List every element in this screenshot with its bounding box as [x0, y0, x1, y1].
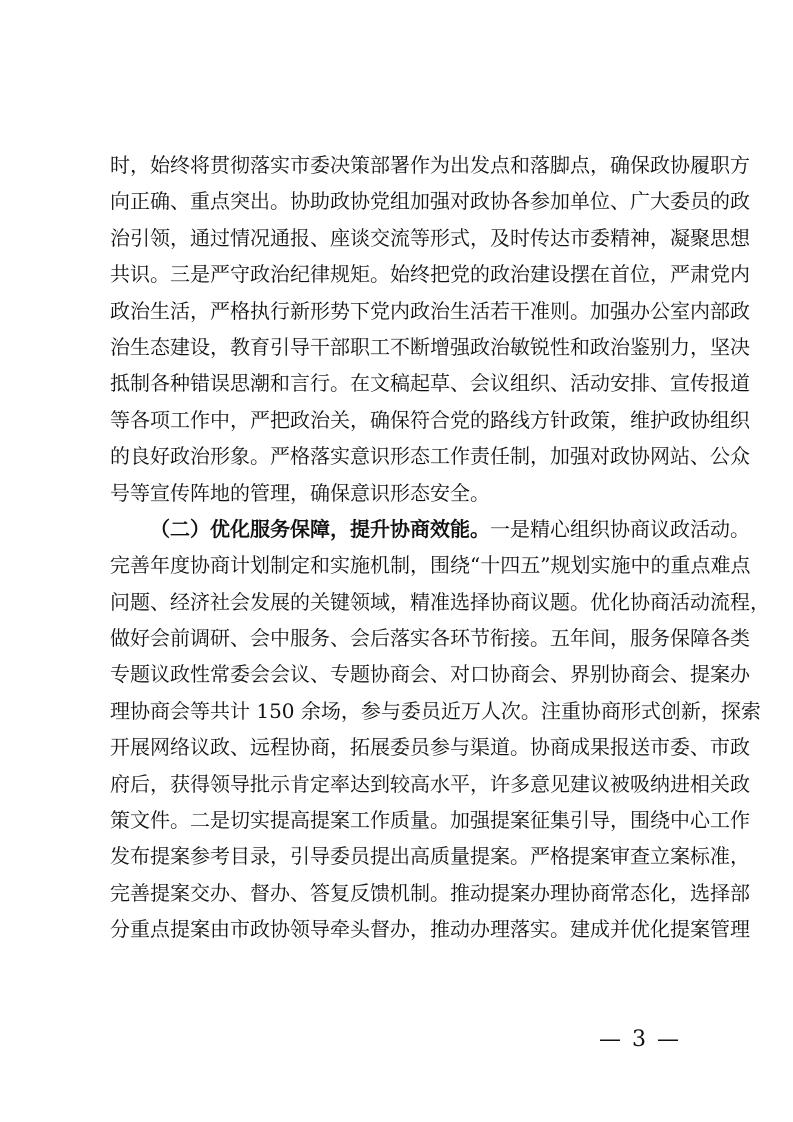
text-line: 向正确、重点突出。协助政协党组加强对政协各参加单位、广大委员的政	[110, 189, 750, 214]
text-line: 完善年度协商计划制定和实施机制，围绕“十四五”规划实施中的重点难点	[110, 553, 751, 578]
body-text	[110, 147, 770, 948]
section-first-line	[110, 511, 750, 547]
text-line: 共识。三是严守政治纪律规矩。始终把党的政治建设摆在首位，严肃党内	[110, 262, 750, 287]
text-line: 等各项工作中，严把政治关，确保符合党的路线方针政策，维护政协组织	[110, 407, 750, 432]
text-line: 时，始终将贯彻落实市委决策部署作为出发点和落脚点，确保政协履职方	[110, 153, 750, 177]
text-line: 做好会前调研、会中服务、会后落实各环节衔接。五年间，服务保障各类	[110, 626, 750, 651]
text-line: 号等宣传阵地的管理，确保意识形态安全。	[110, 480, 490, 505]
text-line: 的良好政治形象。严格落实意识形态工作责任制，加强对政协网站、公众	[110, 444, 750, 469]
text-line: 发布提案参考目录，引导委员提出高质量提案。严格提案审查立案标准，	[110, 844, 750, 869]
page-number: — 3 —	[599, 1027, 681, 1052]
text-line: 策文件。二是切实提高提案工作质量。加强提案征集引导，围绕中心工作	[110, 808, 750, 833]
text-line: 治引领，通过情况通报、座谈交流等形式，及时传达市委精神，凝聚思想	[110, 225, 750, 250]
text-line: 治生态建设，教育引导干部职工不断增强政治敏锐性和政治鉴别力，坚决	[110, 334, 750, 359]
text-line: 府后，获得领导批示肯定率达到较高水平，许多意见建议被吸纳进相关政	[110, 771, 750, 796]
section-heading: （二）优化服务保障，提升协商效能。	[150, 516, 490, 541]
text-line: 理协商会等共计 150 余场，参与委员近万人次。注重协商形式创新，探索	[110, 698, 761, 723]
text-line: 专题议政性常委会会议、专题协商会、对口协商会、界别协商会、提案办	[110, 662, 750, 687]
text-line: 问题、经济社会发展的关键领域，精准选择协商议题。优化协商活动流程，	[110, 589, 770, 614]
text-line: 开展网络议政、远程协商，拓展委员参与渠道。协商成果报送市委、市政	[110, 735, 750, 760]
text-line: 抵制各种错误思潮和言行。在文稿起草、会议组织、活动安排、宣传报道	[110, 371, 750, 396]
text-line: 完善提案交办、督办、答复反馈机制。推动提案办理协商常态化，选择部	[110, 880, 750, 905]
text-line: 分重点提案由市政协领导牵头督办，推动办理落实。建成并优化提案管理	[110, 917, 750, 942]
text-line: 政治生活，严格执行新形势下党内政治生活若干准则。加强办公室内部政	[110, 298, 750, 323]
section-first-line-text: 一是精心组织协商议政活动。	[490, 516, 750, 541]
